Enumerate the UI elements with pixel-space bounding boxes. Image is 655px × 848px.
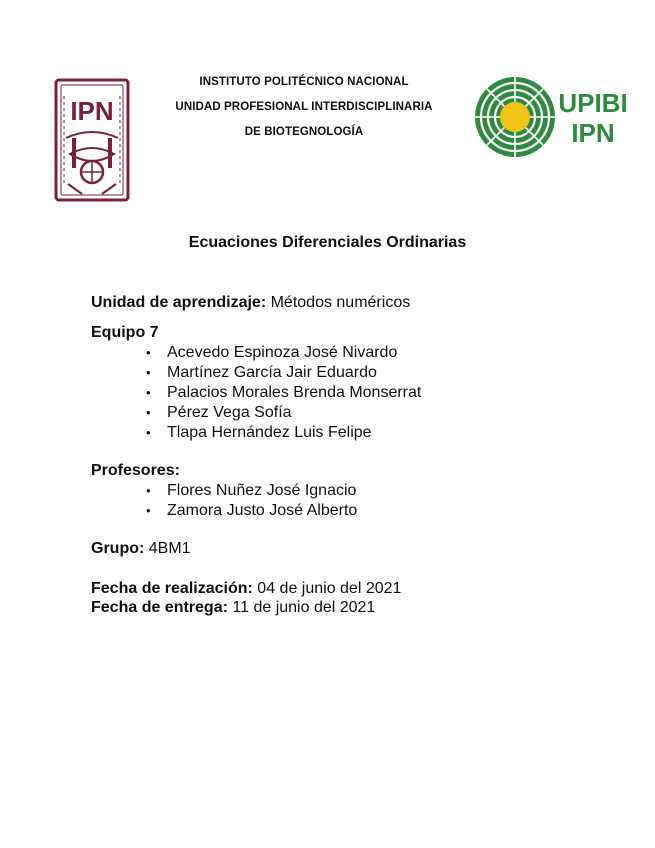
professor-name: Flores Nuñez José Ignacio [167,482,357,499]
ipn-logo [52,76,132,204]
unidad-field [91,294,410,312]
team-member-name: Tlapa Hernández Luis Felipe [167,424,372,441]
fecha-realizacion-field [91,580,401,598]
equipo-label: Equipo 7 [91,324,159,341]
profesores-label: Profesores: [91,462,180,479]
fecha-entrega-value: 11 de junio del 2021 [232,599,376,616]
bullet-icon: • [146,425,151,440]
upibi-logo-subtext: IPN [571,118,615,148]
grupo-label: Grupo: [91,540,145,557]
team-member-list [144,343,421,443]
institute-name: INSTITUTO POLITÉCNICO NACIONAL [199,76,409,88]
list-item [144,423,421,443]
unit-name-line1: UNIDAD PROFESIONAL INTERDISCIPLINARIA [175,101,433,113]
bullet-icon: • [146,405,151,420]
bullet-icon: • [146,503,151,518]
team-member-name: Pérez Vega Sofía [167,404,292,421]
unit-name-line2: DE BIOTEGNOLOGÍA [244,126,364,138]
upibi-logo [472,74,630,160]
grupo-value: 4BM1 [148,540,191,557]
bullet-icon: • [146,385,151,400]
upibi-logo-text: UPIBI [558,88,628,118]
team-member-name: Acevedo Espinoza José Nivardo [167,344,398,361]
list-item [144,363,421,383]
professor-name: Zamora Justo José Alberto [167,502,358,519]
grupo-field [91,540,191,558]
list-item [144,343,421,363]
equipo-heading [91,324,159,342]
profesores-heading [91,462,180,480]
fecha-entrega-label: Fecha de entrega: [91,599,228,616]
list-item [144,403,421,423]
bullet-icon: • [146,483,151,498]
list-item [144,383,421,403]
ipn-logo-text: IPN [70,96,114,126]
unidad-label: Unidad de aprendizaje: [91,294,267,311]
team-member-name: Martínez García Jair Eduardo [167,364,377,381]
list-item [144,501,357,521]
bullet-icon: • [146,365,151,380]
bullet-icon: • [146,345,151,360]
list-item [144,481,357,501]
document-title: Ecuaciones Diferenciales Ordinarias [188,234,467,251]
team-member-name: Palacios Morales Brenda Monserrat [167,384,422,401]
fecha-realizacion-label: Fecha de realización: [91,580,253,597]
unidad-value: Métodos numéricos [270,294,411,311]
fecha-entrega-field [91,599,375,617]
professor-list [144,481,357,521]
fecha-realizacion-value: 04 de junio del 2021 [257,580,402,597]
